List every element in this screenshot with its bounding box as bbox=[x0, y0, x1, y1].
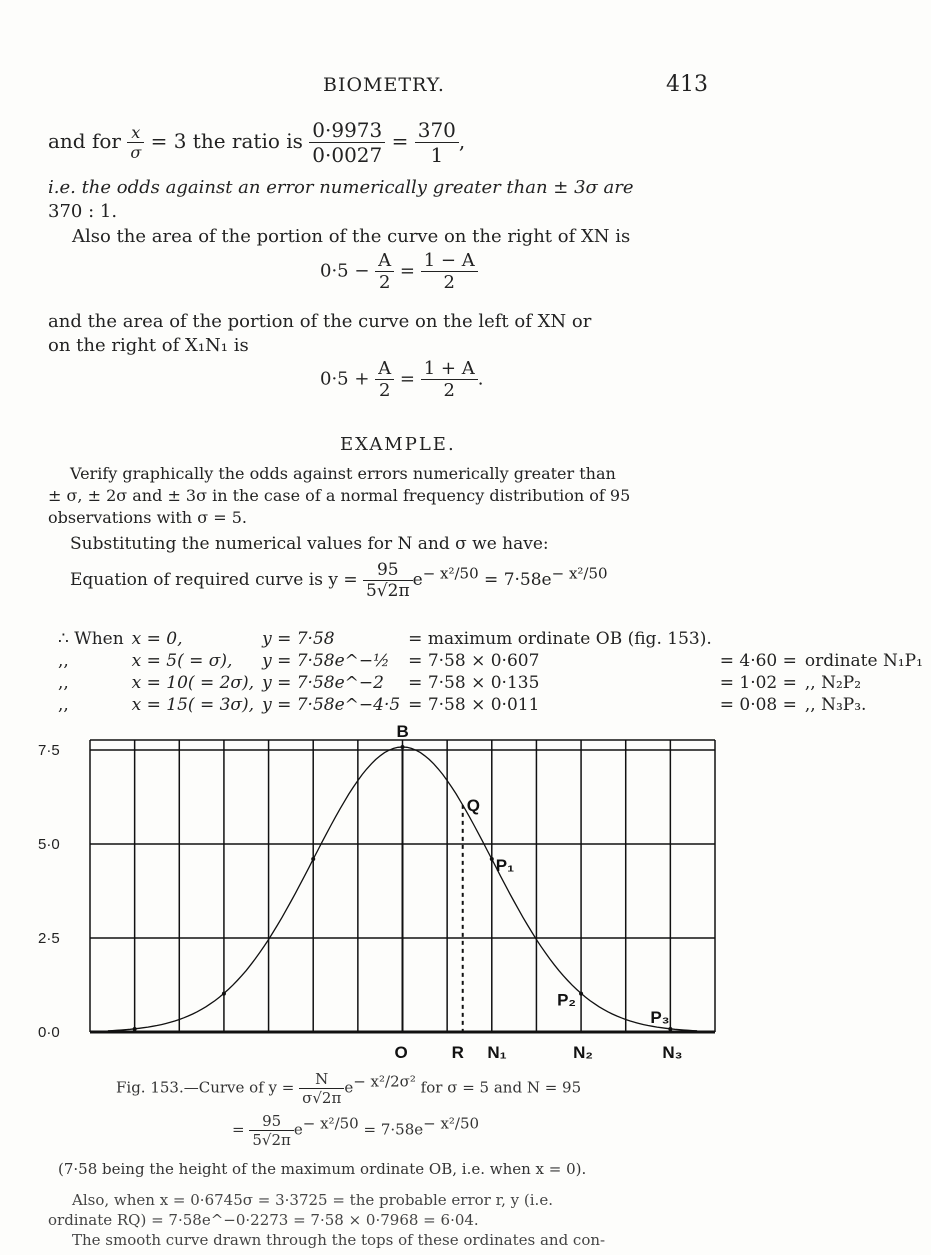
calc-row bbox=[58, 694, 931, 716]
calc-mid: = maximum ordinate OB (fig. 153). bbox=[408, 629, 712, 649]
calc-r1 bbox=[720, 628, 805, 650]
calc-r2: ,, N₂P₂ bbox=[804, 673, 862, 693]
ratio-prefix: and for bbox=[48, 129, 121, 153]
calc-x: x = 15( = 3σ), bbox=[131, 695, 255, 715]
ratio-mid: = 3 the ratio is bbox=[150, 129, 303, 153]
x-label-N1: N₁ bbox=[487, 1043, 507, 1062]
data-point bbox=[222, 992, 226, 996]
calc-x: x = 5( = σ), bbox=[131, 651, 233, 671]
example-text-2: ± σ, ± 2σ and ± 3σ in the case of a normal frequency distribution of 95 bbox=[48, 486, 631, 505]
figure-caption: Fig. 153.—Curve of y = $\frac{N}{\sigma√2\pi}$ $e^{- x^2/2\sigma^2}$ for σ = 5 and N = 95 bbox=[116, 1070, 582, 1107]
x-label-N2: N₂ bbox=[573, 1043, 593, 1062]
footer-line-2: ordinate RQ) = 7·58e^−0·2273 = 7·58 × 0·7968 = 6·04. bbox=[48, 1211, 479, 1229]
calc-r2: ,, N₃P₃. bbox=[804, 695, 867, 715]
data-point bbox=[133, 1027, 137, 1031]
example-text-3: observations with σ = 5. bbox=[48, 508, 247, 527]
calc-r1: = 1·02 = bbox=[719, 673, 797, 693]
label-Q: Q bbox=[466, 795, 480, 815]
calc-mid: = 7·58 × 0·607 bbox=[408, 651, 540, 671]
normal-curve-chart bbox=[20, 720, 740, 1060]
example-text-1: Verify graphically the odds against errors numerically greater than bbox=[70, 464, 616, 483]
area-left-intro-2: on the right of X₁N₁ is bbox=[48, 335, 249, 356]
y-tick-label: 7·5 bbox=[38, 742, 60, 759]
calc-row bbox=[58, 650, 931, 672]
substitute-text: Substituting the numerical values for N and σ we have: bbox=[70, 534, 549, 554]
running-title: BIOMETRY. bbox=[323, 74, 445, 96]
calc-lead: ,, bbox=[58, 695, 69, 715]
calc-row bbox=[58, 672, 931, 694]
ordinate-calculations bbox=[58, 628, 931, 716]
page-number: 413 bbox=[666, 72, 708, 97]
label-B: B bbox=[396, 721, 409, 741]
odds-ratio: $\frac{370}{1}$ bbox=[415, 118, 459, 167]
data-point bbox=[668, 1027, 672, 1031]
x-label-N3: N₃ bbox=[662, 1043, 683, 1062]
calc-y: y = 7·58e^−2 bbox=[262, 673, 384, 693]
calc-lead: ,, bbox=[58, 673, 69, 693]
data-point bbox=[490, 857, 494, 861]
footer-line-3: The smooth curve drawn through the tops of these ordinates and con- bbox=[72, 1231, 606, 1249]
data-point bbox=[311, 857, 315, 861]
calc-mid: = 7·58 × 0·011 bbox=[408, 695, 540, 715]
example-heading: EXAMPLE. bbox=[340, 434, 456, 455]
label-P2: P₂ bbox=[557, 990, 576, 1010]
area-right-intro: Also the area of the portion of the curve on the right of XN is bbox=[72, 226, 631, 247]
curve-equation: Equation of required curve is y = $\frac{95}{5√2\pi}$ $e^{- x^2/50} = 7\cdot 58e^{- x^2/50}$ bbox=[70, 560, 608, 601]
caption-equation-2: = $\frac{95}{5√2\pi}$ $e^{- x^2/50} = 7\cdot 58e^{- x^2/50}$ bbox=[232, 1112, 480, 1149]
caption-note: (7·58 being the height of the maximum ordinate OB, i.e. when x = 0). bbox=[58, 1160, 587, 1178]
label-P1: P₁ bbox=[495, 856, 515, 876]
x-label-O: O bbox=[394, 1043, 408, 1062]
probability-ratio: $\frac{0\cdot 9973}{0\cdot 0027}$ bbox=[309, 118, 385, 167]
calc-mid: = 7·58 × 0·135 bbox=[408, 673, 540, 693]
calc-x: x = 0, bbox=[131, 629, 183, 649]
calc-x: x = 10( = 2σ), bbox=[131, 673, 255, 693]
odds-statement: i.e. the odds against an error numerically greater than ± 3σ are bbox=[48, 177, 634, 198]
footer-line-1: Also, when x = 0·6745σ = 3·3725 = the probable error r, y (i.e. bbox=[72, 1191, 553, 1209]
y-tick-label: 2·5 bbox=[38, 930, 60, 947]
x-over-sigma: $\frac{x}{\sigma}$ bbox=[127, 123, 144, 162]
area-right-equation: 0·5 − $\frac{A}{2}$ = $\frac{1 - A}{2}$ bbox=[320, 250, 478, 293]
x-label-R: R bbox=[451, 1043, 464, 1062]
area-left-equation: 0·5 + $\frac{A}{2}$ = $\frac{1 + A}{2}$ . bbox=[320, 358, 484, 401]
calc-r2 bbox=[805, 628, 931, 650]
ratio-equation: and for $\frac{x}{\sigma}$ = 3 the ratio is $\frac{0\cdot 9973}{0\cdot 0027}$ = $\frac{370}{1}$ , bbox=[48, 118, 466, 167]
area-left-intro-1: and the area of the portion of the curve on the left of XN or bbox=[48, 311, 592, 332]
odds-value: 370 : 1. bbox=[48, 201, 118, 222]
y-tick-label: 5·0 bbox=[38, 836, 60, 853]
calc-lead: ,, bbox=[58, 651, 69, 671]
y-tick-label: 0·0 bbox=[38, 1024, 60, 1041]
label-P3: P₃ bbox=[650, 1007, 670, 1027]
calc-y: y = 7·58e^−½ bbox=[262, 651, 390, 671]
calc-lead: ∴ When bbox=[58, 629, 124, 649]
calc-r2: ordinate N₁P₁ bbox=[804, 651, 923, 671]
calc-row bbox=[58, 628, 931, 650]
calc-y: y = 7·58e^−4·5 bbox=[262, 695, 401, 715]
data-point bbox=[579, 992, 583, 996]
calc-r1: = 0·08 = bbox=[719, 695, 797, 715]
calc-r1: = 4·60 = bbox=[719, 651, 797, 671]
calc-y: y = 7·58 bbox=[262, 629, 335, 649]
